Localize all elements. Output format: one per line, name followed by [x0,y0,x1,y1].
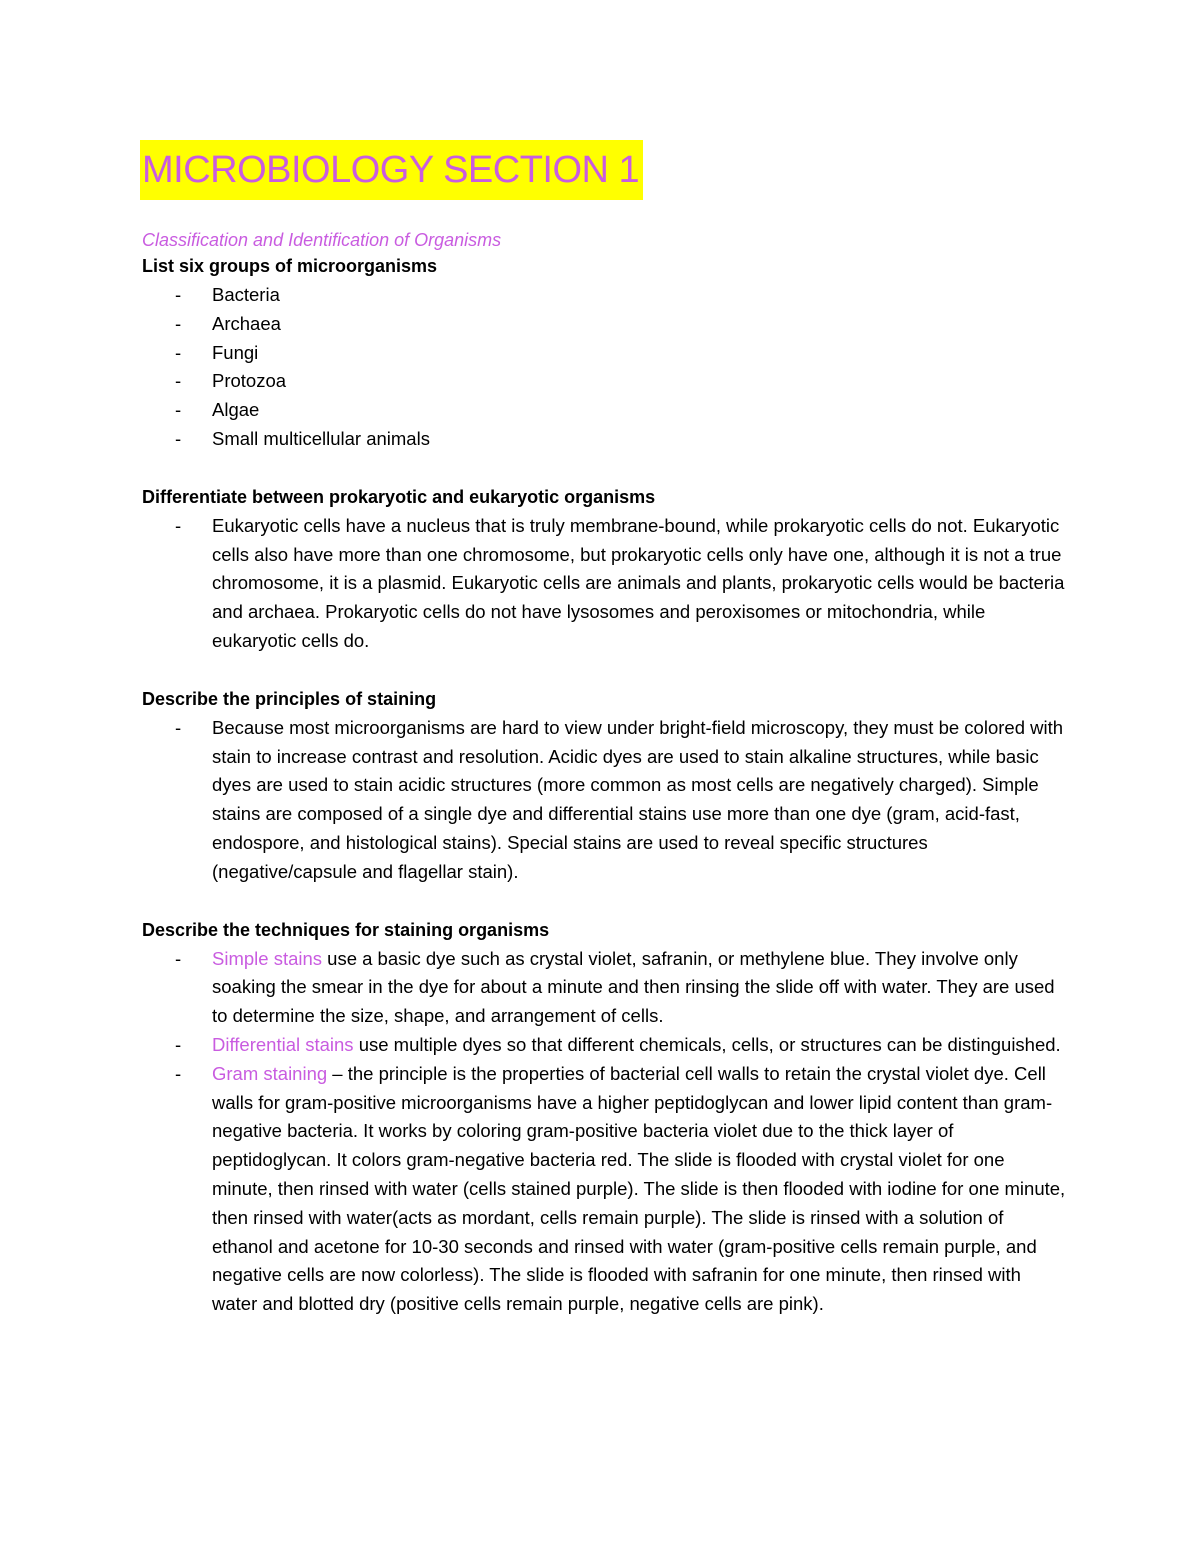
section-microorganism-groups [142,252,1067,454]
list-item-text: Small multicellular animals [212,427,430,449]
dash-bullet: - [175,1033,182,1055]
bullet-list [142,512,1067,656]
bullet-list [142,714,1067,887]
list-item [142,396,1067,425]
bullet-list [142,281,1067,454]
section-question: Describe the principles of staining [142,688,437,709]
list-item [142,945,1067,1031]
dash-bullet: - [175,427,182,449]
section-prokaryotic-vs-eukaryotic [142,483,1067,656]
dash-bullet: - [175,284,182,305]
section-staining-techniques [142,916,1067,1319]
dash-bullet: - [175,514,182,536]
section-staining-principles [142,685,1067,887]
list-item-text: Protozoa [212,370,287,392]
section-question: List six groups of microorganisms [142,256,438,276]
list-item-text: use a basic dye such as crystal violet, safranin, or methylene blue. They involve only soaking the smear in the dye for about a minute and then rinsing the slide off with water. They are used to determine the size, shape, and arrangement of cells. [212,947,1055,1027]
list-item-text: Fungi [212,341,259,363]
list-item-text: Archaea [212,312,281,334]
list-item [142,281,1067,310]
document-page [142,140,1067,1319]
section-question: Describe the techniques for staining organisms [142,919,550,940]
list-item-text: – the principle is the properties of bacterial cell walls to retain the crystal violet dye. Cell walls for gram-positive microorganisms have a higher peptidoglycan and lower lipid content than gram-negative bacteria. It works by coloring gram-positive bacteria violet due to the thick layer of peptidoglycan. It colors gram-negative bacteria red. The slide is flooded with crystal violet for one minute, then rinsed with water (cells stained purple). The slide is then flooded with iodine for one minute, then rinsed with water(acts as mordant, cells remain purple). The slide is rinsed with a solution of ethanol and acetone for 10-30 seconds and rinsed with water (gram-positive cells remain purple, and negative cells are now colorless). The slide is flooded with safranin for one minute, then rinsed with water and blotted dry (positive cells remain purple, negative cells are pink). [212,1062,1066,1315]
dash-bullet: - [175,947,182,969]
highlighted-term: Gram staining [212,1062,328,1084]
section-question: Differentiate between prokaryotic and eukaryotic organisms [142,486,656,507]
bullet-list [142,945,1067,1319]
list-item-text: Because most microorganisms are hard to view under bright-field microscopy, they must be colored with stain to increase contrast and resolution. Acidic dyes are used to stain alkaline structures, while basic dyes are used to stain acidic structures (more common as most cells are negatively charged). Simple stains are composed of a single dye and differential stains use more than one dye (gram, acid-fast, endospore, and histological stains). Special stains are used to reveal specific structures (negative/capsule and flagellar stain). [212,716,1064,882]
highlighted-term: Simple stains [212,947,323,969]
list-item [142,1031,1067,1060]
list-item [142,1060,1067,1319]
list-item [142,367,1067,396]
list-item [142,512,1067,656]
list-item [142,425,1067,454]
dash-bullet: - [175,399,182,421]
list-item [142,339,1067,368]
list-item-text: Bacteria [212,284,280,305]
dash-bullet: - [175,1062,182,1084]
list-item [142,310,1067,339]
list-item-text: Eukaryotic cells have a nucleus that is truly membrane-bound, while prokaryotic cells do not. Eukaryotic cells also have more than one chromosome, but prokaryotic cells only have one, although it is not a true chromosome, it is a plasmid. Eukaryotic cells are animals and plants, prokaryotic cells would be bacteria and archaea. Prokaryotic cells do not have lysosomes and peroxisomes or mitochondria, while eukaryotic cells do. [212,514,1065,651]
page-subtitle: Classification and Identification of Organisms [142,230,502,250]
list-item [142,714,1067,887]
dash-bullet: - [175,341,182,363]
dash-bullet: - [175,716,182,738]
page-title: MICROBIOLOGY SECTION 1 [140,140,643,200]
highlighted-term: Differential stains [212,1033,354,1055]
list-item-text: Algae [212,399,260,421]
dash-bullet: - [175,312,182,334]
list-item-text: use multiple dyes so that different chemicals, cells, or structures can be distinguished. [353,1033,1061,1055]
dash-bullet: - [175,370,182,392]
